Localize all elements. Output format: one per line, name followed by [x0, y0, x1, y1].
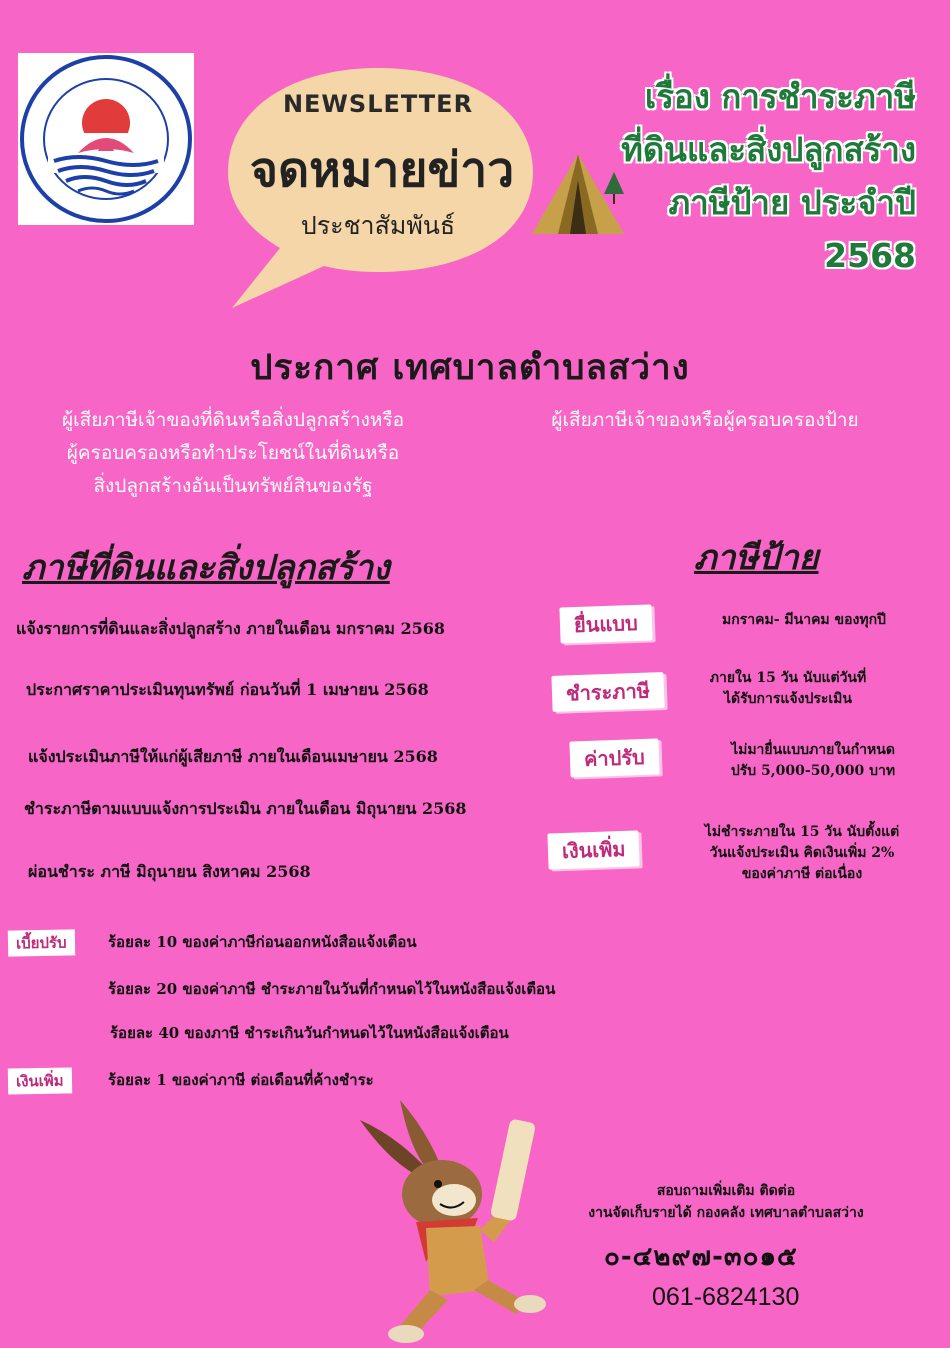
land-taxpayer-note-line: ผู้ครอบครองหรือทำประโยชน์ในที่ดินหรือ	[66, 442, 400, 464]
land-tax-item: แจ้งรายการที่ดินและสิ่งปลูกสร้าง ภายในเดือน มกราคม 2568	[16, 619, 446, 638]
subject-year: 2568	[824, 236, 916, 275]
fine-line: ร้อยละ 10 ของค่าภาษีก่อนออกหนังสือแจ้งเตือน	[108, 933, 417, 951]
fine-line: ร้อยละ 40 ของภาษี ชำระเกินวันกำหนดไว้ในหนังสือแจ้งเตือน	[110, 1024, 509, 1042]
sign-tax-tag-surcharge: เงินเพิ่ม	[547, 830, 640, 869]
rabbit-mascot-icon	[330, 1090, 570, 1344]
contact-info	[560, 1180, 892, 1224]
newsletter-bubble	[228, 62, 558, 312]
sign-tax-tag-fine: ค่าปรับ	[569, 738, 659, 777]
sign-tax-text: ปรับ 5,000-50,000 บาท	[730, 763, 896, 779]
sign-tax-text: ได้รับการแจ้งประเมิน	[724, 691, 852, 707]
sign-tax-text: ภายใน 15 วัน นับแต่วันที่	[709, 670, 867, 686]
land-taxpayer-note-line: ผู้เสียภาษีเจ้าของที่ดินหรือสิ่งปลูกสร้างหรือ	[61, 409, 404, 431]
land-tax-item: ผ่อนชำระ ภาษี มิถุนายน สิงหาคม 2568	[28, 862, 311, 881]
announcement-title: ประกาศ เทศบาลตำบลสว่าง	[250, 348, 690, 388]
sign-tax-text: ของค่าภาษี ต่อเนื่อง	[741, 866, 863, 882]
subject-heading	[526, 70, 916, 282]
contact-line: งานจัดเก็บรายได้ กองคลัง เทศบาลตำบลสว่าง	[588, 1205, 864, 1221]
sign-tax-text-block	[672, 822, 932, 885]
sign-taxpayer-note: ผู้เสียภาษีเจ้าของหรือผู้ครอบครองป้าย	[551, 409, 859, 431]
contact-line: สอบถามเพิ่มเติม ติดต่อ	[656, 1183, 796, 1199]
newsletter-subtitle: ประชาสัมพันธ์	[300, 211, 456, 240]
fine-label-tag: เบี้ยปรับ	[8, 929, 75, 956]
sign-tax-tag-submit: ยื่นแบบ	[559, 604, 652, 643]
land-taxpayer-note-line: สิ่งปลูกสร้างอันเป็นทรัพย์สินของรัฐ	[93, 475, 373, 497]
surcharge-label-tag: เงินเพิ่ม	[8, 1067, 72, 1094]
phone-thai-digits[interactable]: ๐-๔๒๙๗-๓๐๑๕	[604, 1242, 798, 1272]
sign-tax-text: ไม่ชำระภายใน 15 วัน นับตั้งแต่	[704, 824, 900, 840]
sign-tax-text-block	[676, 668, 900, 710]
logo-seal-icon	[18, 53, 194, 225]
land-tax-item: ชำระภาษีตามแบบแจ้งการประเมิน ภายในเดือน มิถุนายน 2568	[24, 799, 467, 818]
sign-tax-text: ไม่มายื่นแบบภายในกำหนด	[731, 742, 895, 758]
land-taxpayer-note	[14, 404, 452, 503]
surcharge-line: ร้อยละ 1 ของค่าภาษี ต่อเดือนที่ค้างชำระ	[108, 1071, 374, 1089]
land-tax-heading: ภาษีที่ดินและสิ่งปลูกสร้าง	[22, 548, 390, 588]
subject-line-1: เรื่อง การชำระภาษี	[644, 77, 916, 116]
newsletter-title: จดหมายข่าว	[249, 142, 515, 198]
sign-tax-tag-payment: ชำระภาษี	[551, 672, 664, 712]
sign-tax-text: มกราคม- มีนาคม ของทุกปี	[722, 612, 886, 628]
phone-mobile[interactable]: 061-6824130	[652, 1283, 800, 1311]
sign-tax-text: วันแจ้งประเมิน คิดเงินเพิ่ม 2%	[709, 845, 895, 861]
subject-line-3: ภาษีป้าย ประจำปี	[668, 183, 916, 222]
land-tax-item: แจ้งประเมินภาษีให้แก่ผู้เสียภาษี ภายในเดือนเมษายน 2568	[28, 747, 438, 766]
municipality-logo	[18, 53, 194, 225]
newsletter-label: NEWSLETTER	[282, 90, 474, 118]
sign-tax-heading: ภาษีป้าย	[694, 538, 819, 578]
sign-tax-text-block	[688, 740, 938, 782]
fine-line: ร้อยละ 20 ของค่าภาษี ชำระภายในวันที่กำหนดไว้ในหนังสือแจ้งเตือน	[108, 980, 556, 998]
subject-line-2: ที่ดินและสิ่งปลูกสร้าง	[621, 130, 916, 169]
land-tax-item: ประกาศราคาประเมินทุนทรัพย์ ก่อนวันที่ 1 เมษายน 2568	[26, 680, 429, 699]
